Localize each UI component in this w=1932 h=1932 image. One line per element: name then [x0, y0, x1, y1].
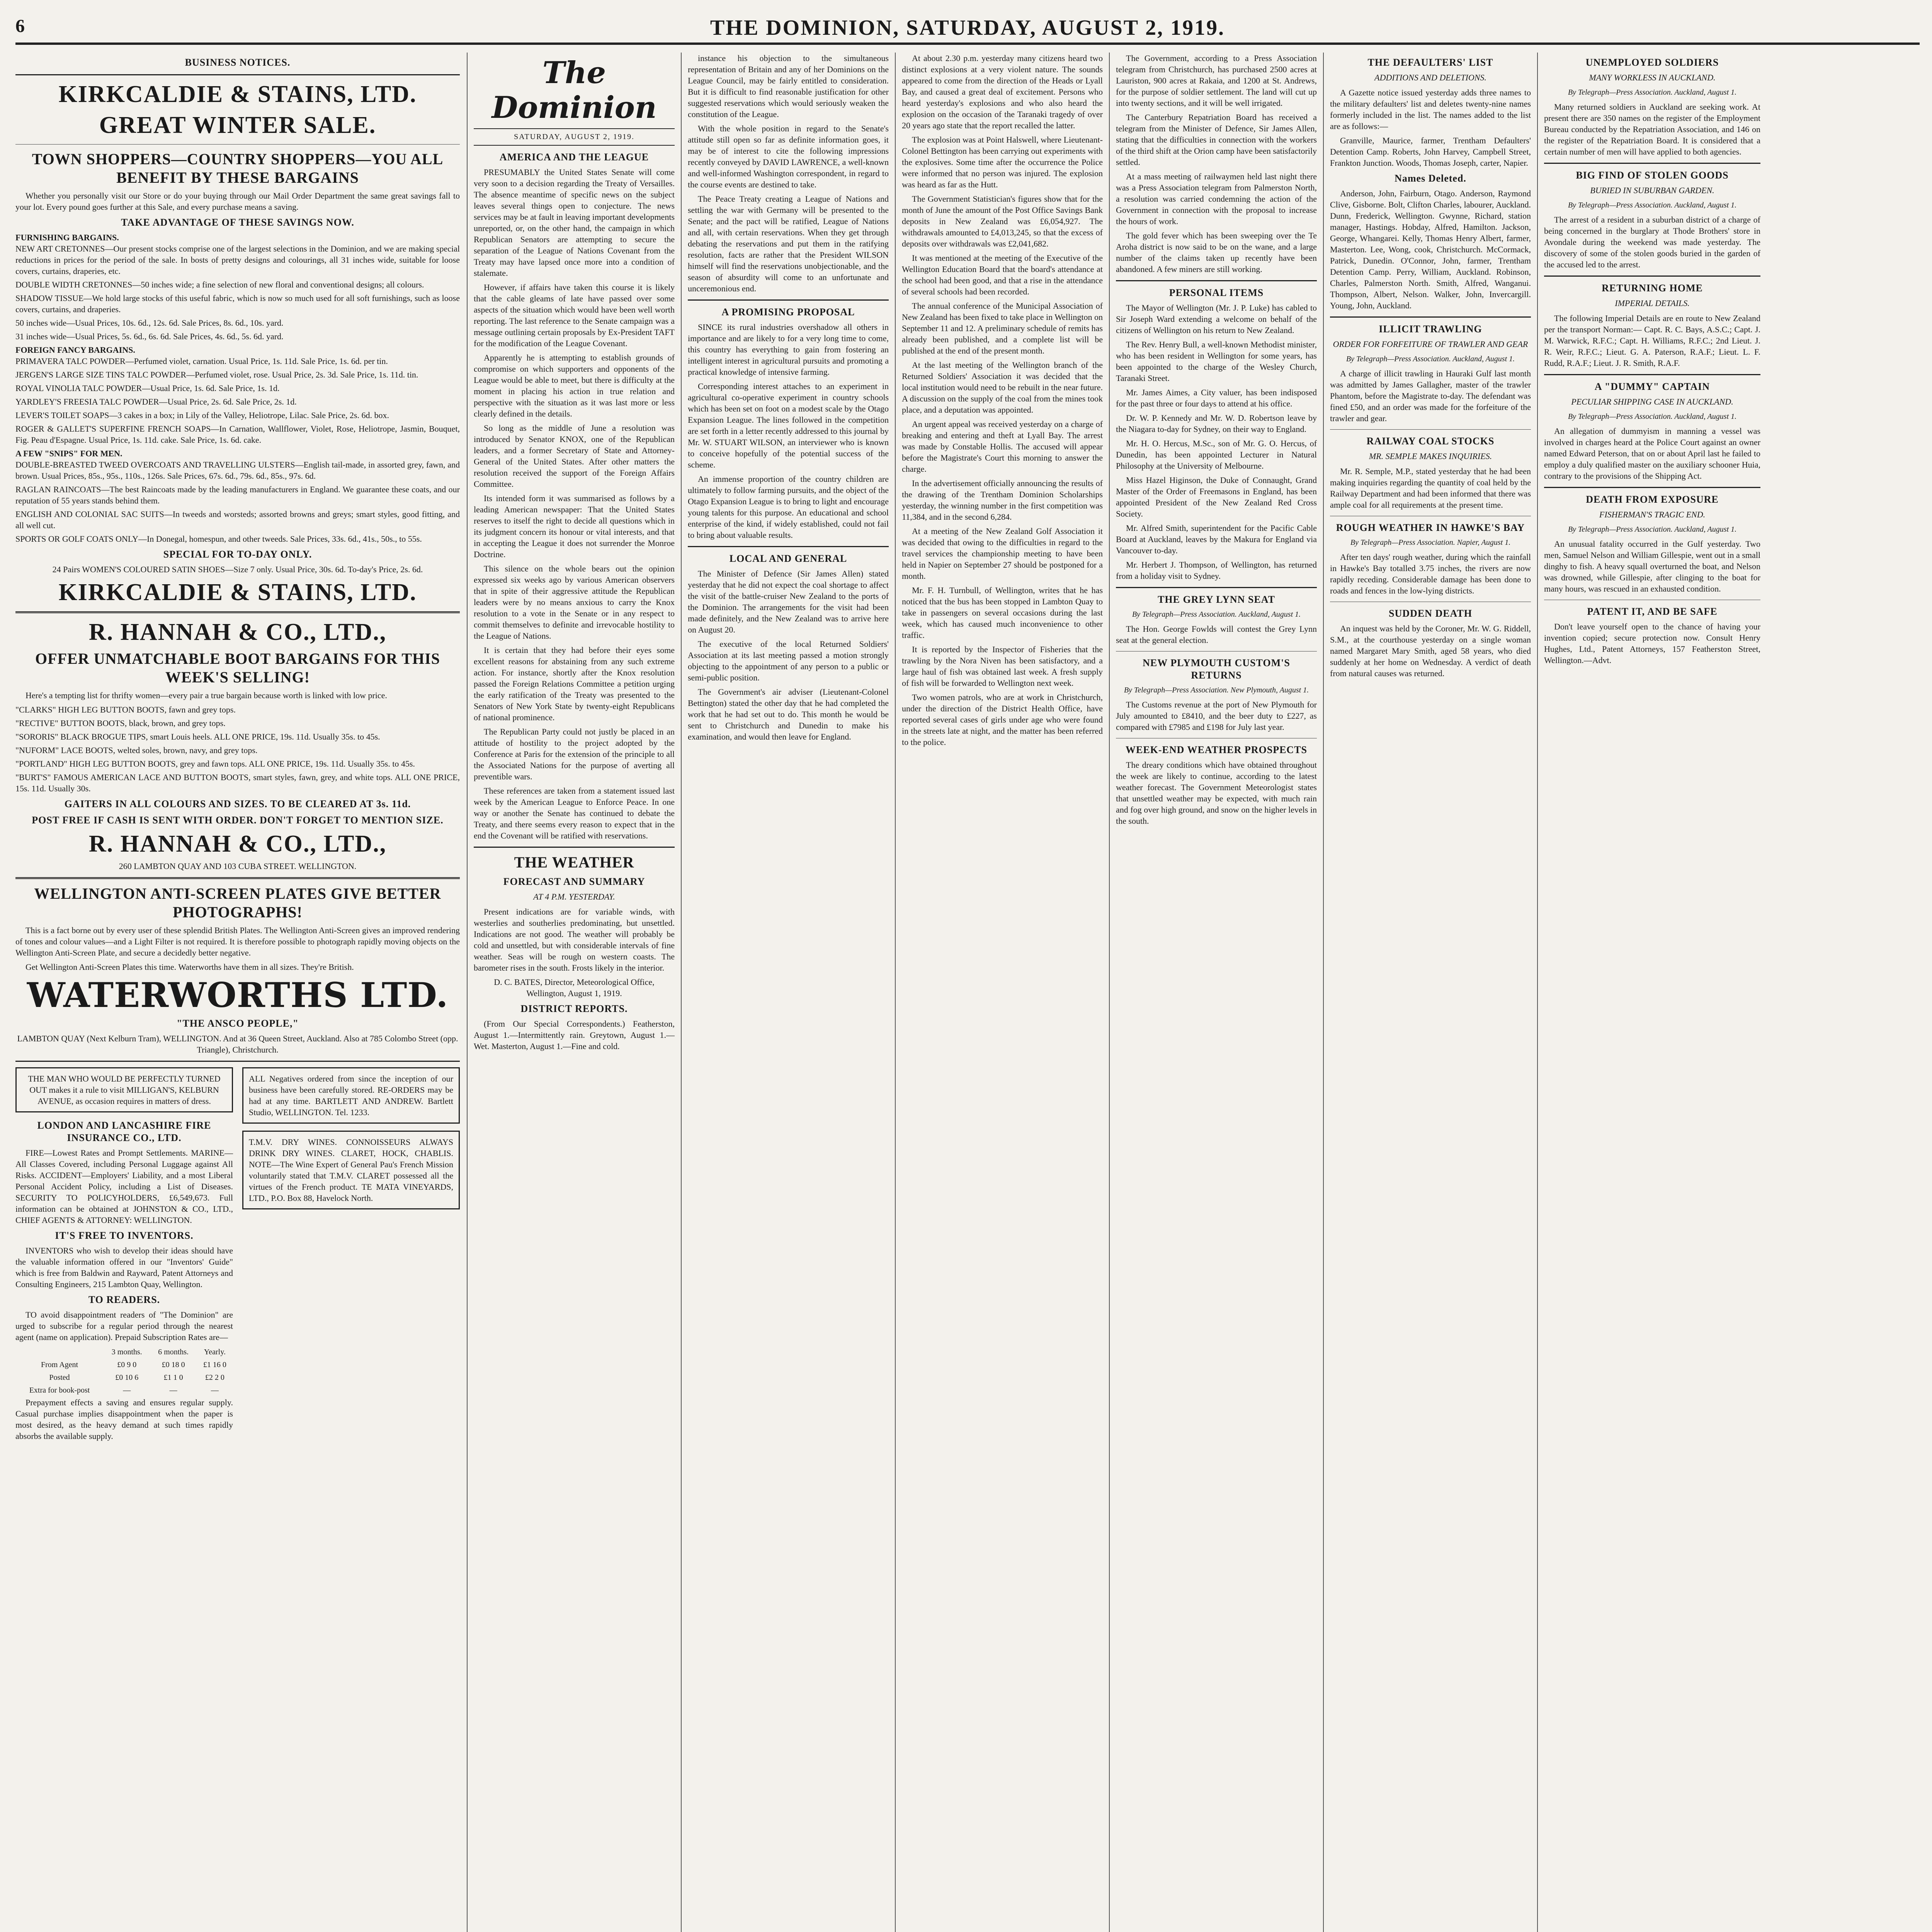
men-list [15, 459, 460, 544]
columns [15, 53, 1920, 1932]
paragraph: Mr. James Aimes, a City valuer, has been indisposed for the past three or four days to attend at his office. [1116, 388, 1317, 408]
kirkcaldie-intro: Whether you personally visit our Store or do your buying through our Mail Order Department the same great savings fall to your lot. Every pound goes further at this Sale, and every purchase means a saving. [15, 191, 460, 212]
column-5 [1116, 53, 1317, 1932]
table-row [15, 1371, 233, 1384]
milligan-ad: THE MAN WHO WOULD BE PERFECTLY TURNED OUT makes it a rule to visit MILLIGAN'S, KELBURN AVENUE, as occasion requires in matters of dress. [15, 1067, 233, 1112]
column-rule [1537, 53, 1538, 1932]
table-cell: £2 2 0 [205, 1373, 224, 1382]
paragraph: A Gazette notice issued yesterday adds three names to the military defaulters' list and deletes twenty-nine names formerly included in the list. The names added to the list are as follows:— [1330, 88, 1531, 131]
table-cell: — [123, 1386, 131, 1395]
hannah-gaiters: GAITERS IN ALL COLOURS AND SIZES. TO BE CLEARED AT 3s. 11d. [64, 798, 411, 810]
paragraph: The Government's air adviser (Lieutenant-Colonel Bettington) stated the other day that he had completed the work that he had set out to do. This month he would be sent to Christchurch and Dunedin to make his examination, and would then leave for England. [688, 687, 889, 742]
paragraph: The following Imperial Details are en route to New Zealand per the transport Norman:— Capt. R. C. Bays, A.S.C.; Capt. J. M. Warwick, R.F.C.; Capt. H. Williams, R.F.C.; 2nd Lieut. J. R. Weir, R.F.C.; Lieut. G. A. Paterson, R.A.F.; Lieut. L. F. Rudd, R.A.F.; Lieut. J. R. Smith, R.A.F. [1544, 313, 1760, 368]
kirkcaldie-take-advantage: TAKE ADVANTAGE OF THESE SAVINGS NOW. [121, 217, 354, 228]
table-header: 6 months. [158, 1348, 189, 1356]
paragraph: Corresponding interest attaches to an experiment in agricultural co-operative experiment in country schools which has been set on foot on a modest scale by the Otago Expansion League. The lines followed in the competition are set forth in a letter recently addressed to this journal by Mr. W. STUART WILSON, an interviewer who is known to conceive hopefully of the potential success of the scheme. [688, 381, 889, 469]
paragraph: This silence on the whole bears out the opinion expressed six weeks ago by various American observers that in spite of their aggressive attitude the Republican leaders were by no means anxious to carry the Knox resolution to a vote in the Senate or in any respect to commit themselves to definite and irrevocable hostility to the League of Nations. [474, 564, 675, 641]
paragraph: The Rev. Henry Bull, a well-known Methodist minister, who has been resident in Wellington for some years, has been appointed to the charge of the Wesley Church, Taranaki Street. [1116, 340, 1317, 383]
table-cell: £0 9 0 [117, 1361, 137, 1369]
paragraph: The explosion was at Point Halswell, where Lieutenant-Colonel Bettington has been carrying out experiments with the explosives. Some time after the occurrence the Police were informed that no person was injured. The explosion was heard as far as the Hutt. [902, 135, 1103, 189]
anti-screen-body: This is a fact borne out by every user of these splendid British Plates. The Wellington Anti-Screen gives an improved rendering of tones and colour values—and a Light Filter is not required. It is therefore possible to photograph rapidly moving objects on the Wellington Anti-Screen Plate, and secure a decidedly better negative. [15, 925, 460, 957]
personal-items-headline: PERSONAL ITEMS [1169, 287, 1264, 298]
paragraph: However, if affairs have taken this course it is likely that the cable gleams of late have passed over some aspects of the situation which would have been well worth reporting. The last reference to the Senate campaign was a message outlining certain proposals by Ex-President TAFT for the modification of the League Covenant. [474, 282, 675, 348]
table-header: 3 months. [111, 1348, 142, 1356]
paragraph: The Customs revenue at the port of New Plymouth for July amounted to £8410, and the beer duty to £227, as compared with £7985 and £198 for July last year. [1116, 700, 1317, 732]
weather-subheading: FORECAST AND SUMMARY [503, 876, 645, 887]
byline: By Telegraph—Press Association. Auckland, August 1. [1568, 201, 1737, 209]
paragraph: The gold fever which has been sweeping over the Te Aroha district is now said to be on the wane, and a large number of the claims taken up recently have been abandoned. A few miners are still working. [1116, 231, 1317, 274]
hannah-post: POST FREE IF CASH IS SENT WITH ORDER. DON'T FORGET TO MENTION SIZE. [32, 815, 444, 826]
column-4 [902, 53, 1103, 1932]
illicit-trawling-headline: ILLICIT TRAWLING [1379, 323, 1482, 335]
divider [15, 144, 460, 145]
column-business-notices [15, 53, 460, 1932]
list-item: NEW ART CRETONNES—Our present stocks comprise one of the largest selections in the Dominion, and we are making special reductions in prices for the period of the sale. In bosts of pretty designs and colourings, all 31 inches wide, suitable for loose covers, curtains, draperies, etc. [15, 244, 460, 276]
paragraph: The Government Statistician's figures show that for the month of June the amount of the Post Office Savings Bank deposits in New Zealand was £6,054,927. The withdrawals amounted to £4,013,245, so that the excess of deposits over withdrawals was £2,041,682. [902, 194, 1103, 248]
paragraph: The Canterbury Repatriation Board has received a telegram from the Minister of Defence, Sir James Allen, stating that the difficulties in connection with the workers of the third shift at the Orion camp have been satisfactorily settled. [1116, 112, 1317, 167]
divider [1116, 587, 1317, 588]
unemployed-headline: UNEMPLOYED SOLDIERS [1585, 57, 1719, 68]
paragraph: An urgent appeal was received yesterday on a charge of breaking and entering and theft at Lyall Bay. The arrest was made by Constable Hollis. The accused will appear before the Magistrate's Court this morning to answer the charge. [902, 419, 1103, 474]
list-item: LEVER'S TOILET SOAPS—3 cakes in a box; in Lily of the Valley, Heliotrope, Lilac. Sale Price, 2s. 6d. box. [15, 410, 389, 420]
divider [15, 74, 460, 75]
paragraph: The Mayor of Wellington (Mr. J. P. Luke) has cabled to Sir Joseph Ward extending a welcome on behalf of the citizens of Wellington on his return to New Zealand. [1116, 303, 1317, 335]
divider [1116, 280, 1317, 281]
paragraph: instance his objection to the simultaneous representation of Britain and any of her Dominions on the League Council, may be fairly entitled to consideration. But it is difficult to find reasonable justification for other suggested reservations which would seriously weaken the constitution of the League. [688, 53, 889, 119]
unemployed-subheading: MANY WORKLESS IN AUCKLAND. [1589, 73, 1716, 82]
sudden-death-headline: SUDDEN DEATH [1389, 608, 1472, 619]
waterworths-name: WATERWORTHS LTD. [27, 975, 449, 1015]
patent-headline: PATENT IT, AND BE SAFE [1587, 606, 1718, 617]
divider [15, 877, 460, 879]
new-plymouth-headline: NEW PLYMOUTH CUSTOM'S RETURNS [1143, 657, 1290, 681]
table-cell: From Agent [41, 1361, 78, 1369]
byline: By Telegraph—Press Association. Auckland, August 1. [1568, 88, 1737, 97]
table-header [15, 1346, 104, 1359]
special-offer: 24 Pairs WOMEN'S COLOURED SATIN SHOES—Size 7 only. Usual Price, 30s. 6d. To-day's Price, 2s. 6d. [52, 565, 423, 574]
newspaper-title: THE DOMINION, SATURDAY, AUGUST 2, 1919. [710, 16, 1225, 40]
paragraph: The dreary conditions which have obtained throughout the week are likely to continue, according to the latest weather forecast. The Government Meteorologist states that unsettled weather may be expected, with much rain and fog over high ground, and snow on the higher levels in the south. [1116, 760, 1317, 826]
paragraph: Apparently he is attempting to establish grounds of compromise on which supporters and opponents of the League would be able to meet, but there is difficulty at the moment in placing his action in true relation and perspective with the situation as it was last more or less clearly defined in the details. [474, 353, 675, 418]
paragraph: A charge of illicit trawling in Hauraki Gulf last month was admitted by James Gallagher, master of the trawler Phantom, before the Magistrate to-day. The defendant was fined £50, and an order was made for the forfeiture of the trawler and gear. [1330, 369, 1531, 423]
grey-lynn-headline: THE GREY LYNN SEAT [1158, 594, 1275, 605]
paragraph: An immense proportion of the country children are ultimately to follow farming pursuits, and the object of the Otago Expansion League is to bring to light and encourage young talents for this purpose. An educational and school enterprise of the kind, if widely established, could not fail to bring about valuable results. [688, 474, 889, 540]
lancashire-body: FIRE—Lowest Rates and Prompt Settlements. MARINE—All Classes Covered, including Personal Luggage against All Risks. ACCIDENT—Employers' Liability, and a most Liberal Personal Accident Policy, including a List of Diseases. SECURITY TO POLICYHOLDERS, £6,549,673. Full information can be obtained at JOHNSTON & CO., LTD., CHIEF AGENTS & ATTORNEY: WELLINGTON. [15, 1148, 233, 1225]
byline: By Telegraph—Press Association. Auckland, August 1. [1346, 355, 1515, 363]
paragraph: Mr. Herbert J. Thompson, of Wellington, has returned from a holiday visit to Sydney. [1116, 560, 1317, 581]
readers-body: TO avoid disappointment readers of "The Dominion" are urged to subscribe for a regular period through the nearest agent (name on application). Prepaid Subscription Rates are— [15, 1310, 233, 1342]
weather-signature: D. C. BATES, Director, Meteorological Office, Wellington, August 1, 1919. [494, 977, 655, 998]
list-item: "PORTLAND" HIGH LEG BUTTON BOOTS, grey and fawn tops. ALL ONE PRICE, 19s. 11d. Usually 35s. to 45s. [15, 759, 415, 769]
hannah-intro: Here's a tempting list for thrifty women—every pair a true bargain because worth is linked with low price. [26, 690, 387, 700]
railway-coal-subheading: MR. SEMPLE MAKES INQUIRIES. [1369, 451, 1492, 461]
paragraph: With the whole position in regard to the Senate's attitude still open so far as definite information goes, it may be of interest to cite the following impressions recently conveyed by DAVID LAWRENCE, a well-known and well-informed Washington correspondent, in regard to the course events are destined to take. [688, 124, 889, 189]
list-item: YARDLEY'S FREESIA TALC POWDER—Usual Price, 2s. 6d. Sale Price, 2s. 1d. [15, 397, 297, 406]
paragraph: PRESUMABLY the United States Senate will come very soon to a decision regarding the Treaty of Versailles. The absence meantime of specific news on the subject leaves several things open to conjecture. The news services may be at fault in leaving important developments unreported, or, on the other hand, the campaign in which Republican Senators are attempting to secure the separation of the League of Nations Covenant from the Treaty may have lapsed once more into a condition of stalemate. [474, 167, 675, 278]
column-rule [1323, 53, 1324, 1932]
paragraph: Mr. H. O. Hercus, M.Sc., son of Mr. G. O. Hercus, of Dunedin, has been appointed Lecturer in Natural Philosophy at the University of Melbourne. [1116, 439, 1317, 471]
section-heading-business-notices: BUSINESS NOTICES. [185, 57, 291, 68]
table-cell: £0 10 6 [115, 1373, 139, 1382]
district-body: (From Our Special Correspondents.) Featherston, August 1.—Intermittently rain. Greytown, August 1.—Wet. Masterton, August 1.—Fine and cold. [474, 1019, 675, 1051]
paragraph: At about 2.30 p.m. yesterday many citizens heard two distinct explosions at a very violent nature. The sounds appeared to come from the direction of the Heads or Lyall Bay, and caused a great deal of excitement. Persons who heard yesterday's explosions and who also heard the explosion on the occasion of the Taranaki tragedy of over 20 years ago state that the report recalled the latter. [902, 53, 1103, 130]
small-ads-row [15, 1067, 460, 1445]
paragraph: SINCE its rural industries overshadow all others in importance and are likely to for a very long time to come, this country has everything to gain from fostering an intelligent interest in agricultural pursuits and promoting a practical knowledge of intensive farming. [688, 322, 889, 377]
masthead [15, 15, 1920, 45]
lancashire-name: LONDON AND LANCASHIRE FIRE INSURANCE CO., LTD. [37, 1120, 211, 1143]
local-general-headline: LOCAL AND GENERAL [729, 553, 847, 564]
column-editorial [474, 53, 675, 1932]
paragraph: In the advertisement officially announcing the results of the drawing of the Trentham Dominion Scholarships yesterday, the winning number in the first competition was 11,384, and in the second 6,284. [902, 478, 1103, 522]
list-item: DOUBLE-BREASTED TWEED OVERCOATS AND TRAVELLING ULSTERS—English tail-made, in assorted grey, fawn, and brown. Usual Prices, 85s., 95s., 110s., 126s. Sale Prices, 67s. 6d., 79s. 6d., 85s., 97s. 6d. [15, 460, 460, 481]
paragraph: The Peace Treaty creating a League of Nations and settling the war with Germany will be presented to the Senate; and the pact will be ratified, League of Nations and all, with certain reservations. When they get through debating the reservations and put them in the ratifying resolution, facts are rather that the President WILSON himself will find the reservations unobjectionable, and the season of absurdity will come to an unfortunate and unceremonious end. [688, 194, 889, 293]
column-7 [1544, 53, 1760, 1932]
fancy-list [15, 355, 460, 446]
hannah-list [15, 704, 460, 794]
list-item: RAGLAN RAINCOATS—The best Raincoats made by the leading manufacturers in England. We guarantee these coats, and our reputation of 55 years stands behind them. [15, 485, 460, 505]
paragraph: Dr. W. P. Kennedy and Mr. W. D. Robertson leave by the Niagara to-day for Sydney, on their way to England. [1116, 413, 1317, 434]
railway-coal-headline: RAILWAY COAL STOCKS [1366, 435, 1495, 447]
weekend-weather-headline: WEEK-END WEATHER PROSPECTS [1125, 744, 1307, 755]
hannah-name: R. HANNAH & CO., LTD., [88, 619, 387, 645]
table-row [15, 1359, 233, 1371]
paragraph: The Republican Party could not justly be placed in an attitude of hostility to the project adopted by the Conference at Paris for the extension of the principle to all the Associated Nations for the purpose of averting all preventible wars. [474, 727, 675, 781]
paragraph: The Government, according to a Press Association telegram from Christchurch, has purchased 2500 acres at Lauriston, 900 acres at Rakaia, and 1200 at St. Andrews, for the purpose of soldier settlement. The land will cut up into twenty sections, and it will be well irrigated. [1116, 53, 1317, 108]
divider [1544, 487, 1760, 488]
paragraph: The Hon. George Fowlds will contest the Grey Lynn seat at the general election. [1116, 624, 1317, 645]
divider [1330, 316, 1531, 318]
editorial-date: SATURDAY, AUGUST 2, 1919. [474, 128, 675, 146]
list-item: "NUFORM" LACE BOOTS, welted soles, brown, navy, and grey tops. [15, 745, 258, 755]
paragraph: Don't leave yourself open to the chance of having your invention copied; secure protection now. Consult Henry Hughes, Ltd., Patent Attorneys, 157 Featherston Street, Wellington.—Advt. [1544, 622, 1760, 665]
flag-the-dominion: The Dominion [492, 55, 657, 125]
paragraph: The Minister of Defence (Sir James Allen) stated yesterday that he did not expect the coal shortage to affect the visit of the battle-cruiser New Zealand to the ports of the Dominion. The arrangements for the visit had been made definitely, and the New Zealand was to arrive here on August 20. [688, 569, 889, 634]
table-cell: £0 18 0 [162, 1361, 185, 1369]
weather-heading: THE WEATHER [514, 854, 634, 871]
stolen-goods-subheading: BURIED IN SUBURBAN GARDEN. [1590, 185, 1714, 195]
column-rule [467, 53, 468, 1932]
paragraph: An allegation of dummyism in manning a vessel was involved in charges heard at the Police Court against an owner named Edward Peterson, that on or about April last he failed to employ a duly qualified master on the auxiliary schooner Huia, contrary to the provisions of the Shipping Act. [1544, 426, 1760, 481]
kirkcaldie-name: KIRKCALDIE & STAINS, LTD. [58, 81, 417, 107]
exposure-subheading: FISHERMAN'S TRAGIC END. [1599, 510, 1706, 519]
paragraph: The arrest of a resident in a suburban district of a charge of being concerned in the burglary at Thode Brothers' store in Avondale during the weekend was made yesterday. The discovery of some of the stolen goods buried in the garden of the accused led to the arrest. [1544, 215, 1760, 269]
paragraph: Two women patrols, who are at work in Christchurch, under the direction of the District Health Office, have reported several cases of girls under age who were found in the streets late at night, and the matter has been referred to the police. [902, 692, 1103, 747]
table-cell: — [169, 1386, 177, 1395]
bartlett-ad: ALL Negatives ordered from since the inception of our business have been carefully stored. RE-ORDERS may be had at any time. BARTLETT AND ANDREW. Bartlett Studio, WELLINGTON. Tel. 1233. [242, 1067, 460, 1124]
column-6 [1330, 53, 1531, 1932]
divider [15, 1061, 460, 1062]
special-heading: SPECIAL FOR TO-DAY ONLY. [163, 549, 312, 560]
list-item: ENGLISH AND COLONIAL SAC SUITS—In tweeds and worsteds; assorted browns and greys; smart styles, good fitting, and all well cut. [15, 509, 460, 530]
divider [1330, 429, 1531, 430]
small-ads-left [15, 1067, 233, 1445]
ansco-tagline: "THE ANSCO PEOPLE," [177, 1018, 299, 1029]
paragraph: Its intended form it was summarised as follows by a leading American newspaper: That the United States reserves to itself the right to decide all questions which in its judgment concern its honour or vital interests, and that in accepting the League it does not surrender the Monroe Doctrine. [474, 493, 675, 559]
divider [15, 611, 460, 613]
paragraph: At a mass meeting of railwaymen held last night there was a Press Association telegram from Palmerston North, a resolution was carried condemning the action of the Government in connection with the proposal to increase the hours of work. [1116, 172, 1317, 226]
hannah-address: 260 LAMBTON QUAY AND 103 CUBA STREET. WELLINGTON. [119, 861, 357, 871]
small-ads-right [242, 1067, 460, 1445]
divider [1544, 163, 1760, 164]
column-3 [688, 53, 889, 1932]
illicit-trawling-subheading: ORDER FOR FORFEITURE OF TRAWLER AND GEAR [1333, 339, 1528, 349]
kirkcaldie-headline: TOWN SHOPPERS—COUNTRY SHOPPERS—YOU ALL BENEFIT BY THESE BARGAINS [32, 150, 444, 186]
inventors-body: INVENTORS who wish to develop their ideas should have the valuable information offered in our "Inventors' Guide" which is free from Baldwin and Rayward, Patent Attorneys and Consulting Engineers, 215 Lambton Quay, Wellington. [15, 1246, 233, 1289]
divider [474, 847, 675, 848]
list-item: ROYAL VINOLIA TALC POWDER—Usual Price, 1s. 6d. Sale Price, 1s. 1d. [15, 383, 280, 393]
table-cell: Extra for book-post [29, 1386, 90, 1395]
kirkcaldie-sale: GREAT WINTER SALE. [99, 112, 376, 138]
byline: By Telegraph—Press Association. New Plymouth, August 1. [1124, 686, 1309, 694]
paragraph: So long as the middle of June a resolution was introduced by Senator KNOX, one of the Republican leaders, and a former Secretary of State and Attorney-General of the United States. After other matters the resolution received the support of the Foreign Affairs Committee. [474, 423, 675, 489]
list-item: DOUBLE WIDTH CRETONNES—50 inches wide; a fine selection of new floral and conventional designs; all colours. [15, 280, 424, 289]
tmv-wines-ad: T.M.V. DRY WINES. CONNOISSEURS ALWAYS DRINK DRY WINES. CLARET, HOCK, CHABLIS. NOTE—The Wine Expert of General Pau's French Mission voluntarily stated that T.M.V. CLARET possessed all the virtues of the French product. TE MATA VINEYARDS, LTD., P.O. Box 88, Havelock North. [242, 1131, 460, 1209]
subscription-rates-table [15, 1346, 233, 1397]
paragraph: The annual conference of the Municipal Association of New Zealand has been fixed to take place in Wellington on September 11 and 12. A preliminary schedule of remits has already been published, and a complete list will be published at the end of the present month. [902, 301, 1103, 355]
page-number: 6 [15, 16, 25, 36]
returning-home-headline: RETURNING HOME [1602, 282, 1703, 294]
kirkcaldie-name-footer: KIRKCALDIE & STAINS, LTD. [58, 579, 417, 605]
furnishing-heading: FURNISHING BARGAINS. [15, 233, 119, 242]
column-rule [681, 53, 682, 1932]
anti-screen-get: Get Wellington Anti-Screen Plates this time. Waterworths have them in all sizes. They're British. [26, 962, 354, 972]
paragraph: An inquest was held by the Coroner, Mr. W. G. Riddell, S.M., at the courthouse yesterday on a single woman named Margaret Mary Smith, aged 58 years, who died suddenly at her home on Wednesday. A verdict of death from natural causes was returned. [1330, 624, 1531, 678]
table-cell: £1 1 0 [163, 1373, 183, 1382]
paragraph: It is certain that they had before their eyes some excellent reasons for abstaining from any such extreme action. For instance, shortly after the Knox resolution passed the Foreign Relations Committee a petition urging the early ratification of the Treaty was presented to the Senators of New York State by twenty-eight Republicans of national prominence. [474, 645, 675, 722]
hawkes-bay-headline: ROUGH WEATHER IN HAWKE'S BAY [1336, 522, 1525, 533]
paragraph: After ten days' rough weather, during which the rainfall in Hawke's Bay totalled 3.75 inches, the rivers are now rapidly receding. Considerable damage has been done to roads and fences in the low-lying districts. [1330, 552, 1531, 595]
defaulters-headline: THE DEFAULTERS' LIST [1367, 57, 1493, 68]
paragraph: Mr. R. Semple, M.P., stated yesterday that he had been making inquiries regarding the quantity of coal held by the Railway Department and had been informed that there was ample coal for all requirements at the present time. [1330, 466, 1531, 510]
paragraph: An unusual fatality occurred in the Gulf yesterday. Two men, Samuel Nelson and William Gillespie, went out in a small dinghy to fish. A heavy squall overturned the boat, and Nelson was drowned, while Gillespie, after clinging to the boat for many hours, was rescued in an exhausted condition. [1544, 539, 1760, 594]
weather-body: Present indications are for variable winds, with westerlies and southerlies predominating, but unsettled. Indications are not good. The weather will probably be cold and unsettled, but with considerable intervals of fine weather. Seas will be rough on western coasts. The barometer rises in the south. Frosts likely in the interior. [474, 907, 675, 973]
editorial-headline: AMERICA AND THE LEAGUE [499, 151, 649, 163]
hannah-headline: OFFER UNMATCHABLE BOOT BARGAINS FOR THIS WEEK'S SELLING! [35, 650, 440, 686]
inventors-heading: IT'S FREE TO INVENTORS. [55, 1230, 194, 1241]
furnishing-list [15, 243, 460, 342]
returning-home-subheading: IMPERIAL DETAILS. [1615, 298, 1690, 308]
list-item: SPORTS OR GOLF COATS ONLY—In Donegal, homespun, and other tweeds. Sale Prices, 33s. 6d., 41s., 50s., to 55s. [15, 534, 422, 544]
paragraph: Anderson, John, Fairburn, Otago. Anderson, Raymond Clive, Gisborne. Bolt, Clifton Charles, labourer, Auckland. Dunn, Frederick, Wellington. Gwynne, Richard, station manager, Hastings. Hobday, Alfred, Hamilton. Jackson, George, Whangarei. Kelly, Thomas Henry Albert, farmer, Masterton. Lee, Wong, cook, Christchurch. McCormack, Patrick, Dunedin. O'Connor, John, farmer, Trentham Detention Camp. Perry, William, Auckland. Robinson, Charles, Palmerston North. Smith, Alfred, Wanganui. Thompson, Albert, Nelson. Walker, John, Invercargill. Young, John, Auckland. [1330, 189, 1531, 310]
byline: By Telegraph—Press Association. Napier, August 1. [1350, 538, 1511, 547]
exposure-headline: DEATH FROM EXPOSURE [1586, 494, 1719, 505]
divider [1544, 374, 1760, 375]
paragraph: It was mentioned at the meeting of the Executive of the Wellington Education Board that the board's attendance at the school had been good, and that a rise in the attendance of several schools had been recorded. [902, 253, 1103, 296]
rates-footnote: Prepayment effects a saving and ensures regular supply. Casual purchase implies disappointment when the paper is most desired, as the heavy demand at such times rapidly absorbs the available supply. [15, 1398, 233, 1441]
list-item: "BURT'S" FAMOUS AMERICAN LACE AND BUTTON BOOTS, smart styles, fawn, grey, and white tops. ALL ONE PRICE, 15s. 11d. Usually 30s. [15, 772, 460, 793]
paragraph: Mr. F. H. Turnbull, of Wellington, writes that he has noticed that the bus has been stopped in Lambton Quay to take in passengers on several occasions during the last week, which has caused much inconvenience to other traffic. [902, 585, 1103, 640]
proposal-headline: A PROMISING PROPOSAL [721, 306, 855, 318]
list-item: "SORORIS" BLACK BROGUE TIPS, smart Louis heels. ALL ONE PRICE, 19s. 11d. Usually 35s. to 45s. [15, 732, 380, 742]
district-heading: DISTRICT REPORTS. [520, 1003, 628, 1014]
table-row [15, 1346, 233, 1359]
divider [1544, 276, 1760, 277]
paragraph: At the last meeting of the Wellington branch of the Returned Soldiers' Association it was decided that the local institution would need to be rebuilt in the near future. A discussion on the supply of the coal from the mines took place, and a deputation was appointed. [902, 360, 1103, 415]
list-item: SHADOW TISSUE—We hold large stocks of this useful fabric, which is now so much used for all soft furnishings, such as loose covers, curtains, and draperies. [15, 293, 460, 314]
list-item: 50 inches wide—Usual Prices, 10s. 6d., 12s. 6d. Sale Prices, 8s. 6d., 10s. yard. [15, 318, 284, 328]
byline: By Telegraph—Press Association. Auckland, August 1. [1132, 610, 1301, 619]
table-cell: £1 16 0 [203, 1361, 226, 1369]
list-item: "CLARKS" HIGH LEG BUTTON BOOTS, fawn and grey tops. [15, 705, 236, 714]
column-rule [895, 53, 896, 1932]
fancy-heading: FOREIGN FANCY BARGAINS. [15, 345, 135, 355]
defaulters-subheading: ADDITIONS AND DELETIONS. [1374, 73, 1486, 82]
weather-time: AT 4 P.M. YESTERDAY. [533, 892, 615, 901]
paragraph: The executive of the local Returned Soldiers' Association at its last meeting passed a motion strongly objecting to the appointment of any person to a public or semi-public position. [688, 639, 889, 682]
list-item: 31 inches wide—Usual Prices, 5s. 6d., 6s. 6d. Sale Prices, 4s. 6d., 5s. 6d. yard. [15, 332, 284, 341]
list-item: "RECTIVE" BUTTON BOOTS, black, brown, and grey tops. [15, 718, 226, 728]
names-deleted-heading: Names Deleted. [1395, 173, 1466, 184]
men-heading: A FEW "SNIPS" FOR MEN. [15, 449, 122, 458]
list-item: ROGER & GALLET'S SUPERFINE FRENCH SOAPS—In Carnation, Wallflower, Violet, Rose, Heliotrope, Jasmin, Bouquet, Fig. Peau d'Espagne. Usual Price, 1s. 11d. cake. Sale Price, 1s. 6d. cake. [15, 424, 460, 445]
readers-heading: TO READERS. [88, 1294, 160, 1305]
divider [688, 546, 889, 547]
anti-screen-headline: WELLINGTON ANTI-SCREEN PLATES GIVE BETTER PHOTOGRAPHS! [34, 885, 441, 921]
byline: By Telegraph—Press Association. Auckland, August 1. [1568, 525, 1737, 534]
table-cell: Posted [49, 1373, 70, 1382]
ansco-address: LAMBTON QUAY (Next Kelburn Tram), WELLINGTON. And at 36 Queen Street, Auckland. Also at 785 Colombo Street (opp. Triangle), Christchurch. [17, 1034, 458, 1054]
paragraph: Mr. Alfred Smith, superintendent for the Pacific Cable Board at Auckland, leaves by the Makura for England via Vancouver to-day. [1116, 523, 1317, 555]
paragraph: At a meeting of the New Zealand Golf Association it was decided that owing to the difficulties in regard to the travel services the championship meeting to have been held in Napier on September 27 should be postponed for a month. [902, 526, 1103, 581]
table-row [15, 1384, 233, 1397]
divider [688, 299, 889, 301]
byline: By Telegraph—Press Association. Auckland, August 1. [1568, 412, 1737, 421]
paragraph: These references are taken from a statement issued last week by the American League to Enforce Peace. In one way or another the Senate has continued to debate the Treaty, and there seems every reason to expect that in the end the Covenant will be ratified with reservations. [474, 786, 675, 840]
paragraph: Granville, Maurice, farmer, Trentham Defaulters' Detention Camp. Roberts, John Harvey, Campbell Street, Frankton Junction. Woods, Thomas Joseph, carter, Napier. [1330, 136, 1531, 168]
dummy-captain-headline: A "DUMMY" CAPTAIN [1594, 381, 1710, 392]
paragraph: It is reported by the Inspector of Fisheries that the trawling by the Nora Niven has been satisfactory, and a large haul of fish was obtained last week. A fresh supply of fish will be forwarded to Wellington next week. [902, 645, 1103, 688]
table-cell: — [211, 1386, 219, 1395]
dummy-captain-subheading: PECULIAR SHIPPING CASE IN AUCKLAND. [1571, 397, 1733, 406]
paragraph: Many returned soldiers in Auckland are seeking work. At present there are 350 names on the register of the Employment Bureau conducted by the Repatriation Association, and 146 on the register of the Repatriation Board. It is considered that a certain number of men will have applied to both agencies. [1544, 102, 1760, 156]
table-header: Yearly. [204, 1348, 226, 1356]
list-item: JERGEN'S LARGE SIZE TINS TALC POWDER—Perfumed violet, rose. Usual Price, 2s. 3d. Sale Price, 1s. 11d. tin. [15, 370, 418, 379]
hannah-name-footer: R. HANNAH & CO., LTD., [88, 831, 387, 857]
stolen-goods-headline: BIG FIND OF STOLEN GOODS [1576, 170, 1729, 181]
column-rule [1109, 53, 1110, 1932]
newspaper-page [15, 15, 1920, 1932]
list-item: PRIMAVERA TALC POWDER—Perfumed violet, carnation. Usual Price, 1s. 11d. Sale Price, 1s. 6d. per tin. [15, 356, 388, 366]
paragraph: Miss Hazel Higinson, the Duke of Connaught, Grand Master of the Order of Freemasons in England, has been appointed President of the New Zealand Red Cross Society. [1116, 475, 1317, 519]
